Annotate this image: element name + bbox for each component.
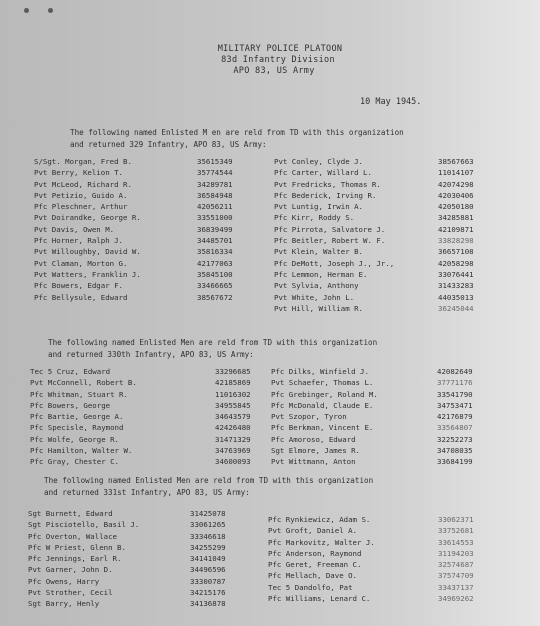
soldier-name: Pfc Markovitz, Walter J. [268,537,375,547]
corner-mark [48,8,53,13]
soldier-name: Pfc Lemmon, Herman E. [274,269,368,279]
intro-line: The following named Enlisted Men are reld from TD with this organization [44,476,374,485]
serial-number: 42109871 [438,224,474,234]
serial-number: 42176879 [437,412,473,422]
serial-number: 33346618 [190,531,226,541]
serial-number: 35816334 [197,247,233,257]
soldier-name: Pfc Jennings, Earl R. [28,554,122,564]
soldier-name: Pfc McDonald, Claude E. [271,400,374,410]
soldier-name: Pfc Rynkiewicz, Adam S. [268,515,371,524]
soldier-name: Tec 5 Cruz, Edward [30,367,111,376]
serial-number: 33061265 [190,520,226,530]
apo-line: APO 83, US Army [233,66,315,76]
serial-number: 37574709 [438,571,474,581]
soldier-name: Pvt Schaefer, Thomas L. [271,378,374,388]
serial-number: 33466665 [197,281,233,291]
soldier-name: Pfc Geret, Freeman C. [268,560,362,570]
serial-number: 36839499 [197,224,233,234]
serial-number: 44035013 [438,292,474,302]
soldier-name: Pfc Anderson, Raymond [268,548,362,558]
serial-number: 34496596 [190,565,226,575]
soldier-name: Pfc Hamilton, Walter W. [30,446,133,456]
soldier-name: Pvt Sylvia, Anthony [274,281,359,291]
serial-number: 36584948 [197,190,233,200]
serial-number: 42058298 [438,258,474,268]
soldier-name: Pvt Hill, William R. [274,303,363,313]
soldier-name: Pvt Klein, Walter B. [274,247,363,257]
soldier-name: Pvt Berry, Kelion T. [34,168,123,178]
serial-number: 33614553 [438,537,474,547]
serial-number: 34955845 [215,400,251,410]
soldier-name: Pfc Bartie, George A. [30,412,124,422]
serial-number: 42082649 [437,367,473,376]
soldier-name: Pvt Luntig, Irwin A. [274,202,363,212]
serial-number: 42185869 [215,378,251,388]
serial-number: 34969262 [438,594,474,604]
serial-number: 42177063 [197,258,233,268]
serial-number: 42056211 [197,202,233,212]
intro-line: and returned 329 Infantry, APO 83, US Army: [70,139,267,149]
soldier-name: Pfc Bellysule, Edward [34,292,128,302]
soldier-name: Pvt Groft, Daniel A. [268,526,357,536]
soldier-name: Pfc Carter, Willard L. [274,168,372,178]
unit-title: MILITARY POLICE PLATOON [217,44,343,54]
serial-number: 33076441 [438,269,474,279]
serial-number: 33062371 [438,515,474,524]
soldier-name: Pvt Wittmann, Anton [271,457,356,467]
soldier-name: Pfc Wolfe, George R. [30,434,119,444]
serial-number: 38567663 [438,157,474,166]
serial-number: 33296685 [215,367,251,376]
soldier-name: Pvt McConnell, Robert B. [30,378,137,388]
serial-number: 33541790 [437,389,473,399]
serial-number: 34763969 [215,446,251,456]
serial-number: 42050180 [438,202,474,212]
soldier-name: Pfc Pirrota, Salvatore J. [274,224,386,234]
soldier-name: Pvt Willoughby, David W. [34,247,141,257]
soldier-name: Pvt Szopor, Tyron [271,412,347,422]
soldier-name: Pfc W Priest, Glenn B. [28,542,126,552]
serial-number: 11014107 [438,168,474,178]
soldier-name: Pvt Claman, Morton G. [34,258,128,268]
soldier-name: Tec 5 Dandolfo, Pat [268,582,353,592]
serial-number: 31471329 [215,434,251,444]
soldier-name: Pfc Pleschner, Arthur [34,202,128,212]
intro-line: and returned 331st Infantry, APO 83, US Army: [44,487,250,497]
serial-number: 32252273 [437,434,473,444]
serial-number: 33564807 [437,423,473,433]
serial-number: 34485701 [197,236,233,246]
soldier-name: Pvt Watters, Franklin J. [34,269,141,279]
serial-number: 34289781 [197,179,233,189]
serial-number: 31433283 [438,281,474,291]
soldier-name: Pvt Davis, Owen M. [34,224,115,234]
soldier-name: Pfc Overton, Wallace [28,531,117,541]
serial-number: 34643579 [215,412,251,422]
serial-number: 34285881 [438,213,474,223]
soldier-name: Pfc Specisle, Raymond [30,423,124,433]
serial-number: 34600093 [215,457,251,467]
soldier-name: Pfc Whitman, Stuart R. [30,389,128,399]
soldier-name: Pfc Owens, Harry [28,576,100,586]
soldier-name: Pvt Doirandke, George R. [34,213,141,223]
soldier-name: Pfc Kirr, Roddy S. [274,213,355,223]
soldier-name: Sgt Elmore, James R. [271,446,360,456]
document-date: 10 May 1945. [360,97,422,107]
soldier-name: Pvt Petizio, Guido A. [34,190,128,200]
serial-number: 33752681 [438,526,474,536]
soldier-name: Sgt Pisciotello, Basil J. [28,520,140,530]
soldier-name: Pvt Conley, Clyde J. [274,157,363,166]
soldier-name: Pfc Williams, Lenard C. [268,594,371,604]
soldier-name: Pvt White, John L. [274,292,355,302]
serial-number: 36657108 [438,247,474,257]
intro-line: The following named Enlisted M en are reld from TD with this organization [70,128,404,137]
serial-number: 31425078 [190,509,226,518]
division-title: 83d Infantry Division [221,55,335,65]
serial-number: 11016302 [215,389,251,399]
serial-number: 42030406 [438,190,474,200]
soldier-name: Pfc Bowers, Edgar F. [34,281,123,291]
soldier-name: Pfc DeMott, Joseph J., Jr., [274,258,395,268]
serial-number: 36245044 [438,303,474,313]
serial-number: 33828298 [438,236,474,246]
soldier-name: S/Sgt. Morgan, Fred B. [34,157,132,166]
serial-number: 35615349 [197,157,233,166]
intro-line: and returned 330th Infantry, APO 83, US Army: [48,349,254,359]
soldier-name: Pvt Garner, John D. [28,565,113,575]
section-330-intro [48,337,377,360]
soldier-name: Sgt Burnett, Edward [28,509,113,518]
soldier-name: Pfc Gray, Chester C. [30,457,119,467]
soldier-name: Pfc Bederick, Irving R. [274,190,377,200]
serial-number: 33684199 [437,457,473,467]
intro-line: The following named Enlisted Men are reld from TD with this organization [48,338,378,347]
soldier-name: Pfc Dilks, Winfield J. [271,367,369,376]
serial-number: 37771176 [437,378,473,388]
serial-number: 42426480 [215,423,251,433]
soldier-name: Pfc Horner, Ralph J. [34,236,123,246]
serial-number: 33300787 [190,576,226,586]
serial-number: 34708035 [437,446,473,456]
serial-number: 32574687 [438,560,474,570]
corner-mark [24,8,29,13]
serial-number: 34136878 [190,599,226,609]
serial-number: 34255299 [190,542,226,552]
section-329-intro [70,127,404,150]
serial-number: 34753471 [437,400,473,410]
soldier-name: Pfc Beitler, Robert W. F. [274,236,386,246]
soldier-name: Sgt Barry, Henly [28,599,100,609]
serial-number: 34141049 [190,554,226,564]
soldier-name: Pfc Mellach, Dave O. [268,571,357,581]
serial-number: 35845100 [197,269,233,279]
serial-number: 33437137 [438,582,474,592]
serial-number: 38567672 [197,292,233,302]
soldier-name: Pfc Berkman, Vincent E. [271,423,374,433]
serial-number: 31194203 [438,548,474,558]
serial-number: 42074298 [438,179,474,189]
serial-number: 34215176 [190,588,226,598]
section-331-intro [44,475,373,498]
serial-number: 33551000 [197,213,233,223]
soldier-name: Pvt Strother, Cecil [28,588,113,598]
soldier-name: Pvt Fredricks, Thomas R. [274,179,381,189]
soldier-name: Pfc Bowers, George [30,400,111,410]
serial-number: 35774544 [197,168,233,178]
soldier-name: Pfc Amoroso, Edward [271,434,356,444]
soldier-name: Pvt McLeod, Richard R. [34,179,132,189]
soldier-name: Pfc Grebinger, Roland M. [271,389,378,399]
